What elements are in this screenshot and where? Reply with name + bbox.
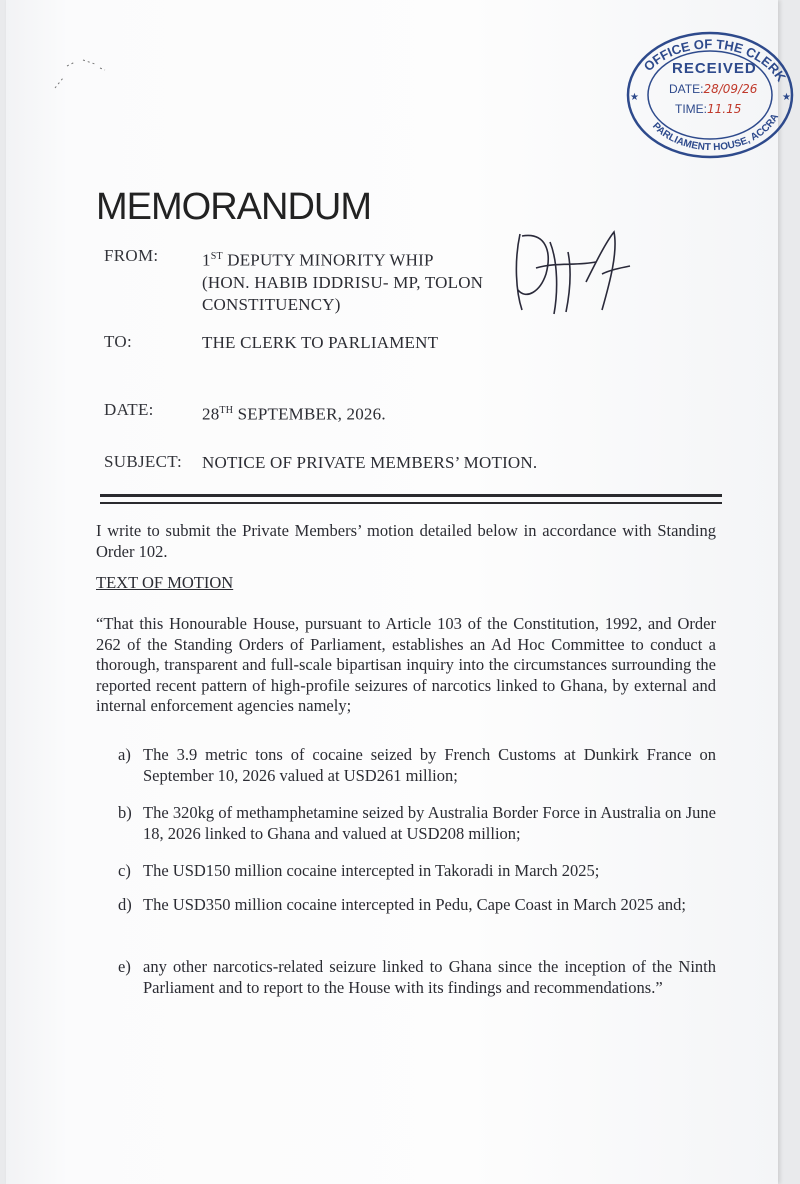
from-line-2: (HON. HABIB IDDRISU- MP, TOLON bbox=[202, 272, 484, 292]
list-item-d bbox=[118, 894, 716, 915]
list-marker: b) bbox=[118, 803, 132, 822]
from-label: FROM: bbox=[104, 246, 159, 265]
date-day: 28 bbox=[202, 404, 220, 424]
stamp-time-label: TIME: bbox=[675, 102, 707, 116]
list-item-text: The USD350 million cocaine intercepted in Pedu, Cape Coast in March 2025 and; bbox=[143, 895, 687, 914]
list-item-text: The USD150 million cocaine intercepted in Takoradi in March 2025; bbox=[143, 861, 600, 880]
motion-text: “That this Honourable House, pursuant to Article 103 of the Constitution, 1992, and Order 262 of the Standing Orders of Parliament, establishes an Ad Hoc Committee to conduct a thorough, transparent and full-scale bipartisan inquiry into the circumstances surrounding the reported recent pattern of high-profile seizures of narcotics linked to Ghana, by external and internal enforcement agencies namely; bbox=[96, 614, 716, 715]
from-ordinal-number: 1 bbox=[202, 250, 211, 270]
stamp-time-value: 11.15 bbox=[707, 102, 742, 116]
svg-text:PARLIAMENT HOUSE, ACCRA: PARLIAMENT HOUSE, ACCRA bbox=[650, 112, 782, 154]
stamp-received-label: RECEIVED bbox=[672, 60, 757, 77]
list-item-b bbox=[118, 802, 716, 844]
list-item-c bbox=[118, 860, 716, 881]
to-label: TO: bbox=[104, 332, 132, 351]
from-ordinal-suffix: ST bbox=[210, 251, 223, 262]
to-value: THE CLERK TO PARLIAMENT bbox=[202, 333, 439, 352]
from-title: DEPUTY MINORITY WHIP bbox=[222, 250, 434, 270]
stamp-date-value: 28/09/26 bbox=[703, 82, 758, 96]
date-month-year: SEPTEMBER, 2026. bbox=[233, 404, 386, 424]
date-day-suffix: TH bbox=[219, 405, 234, 416]
list-marker: c) bbox=[118, 861, 131, 880]
list-item-text: any other narcotics-related seizure linked to Ghana since the inception of the Ninth Parliament and to report to the House with its findings and recommendations.” bbox=[143, 957, 716, 997]
date-value bbox=[202, 400, 386, 426]
stamp-time bbox=[675, 102, 741, 116]
motion-heading: TEXT OF MOTION bbox=[96, 573, 234, 592]
stamp-date bbox=[669, 82, 757, 96]
subject-label: SUBJECT: bbox=[104, 452, 183, 471]
list-item-e bbox=[118, 956, 716, 998]
svg-text:★: ★ bbox=[630, 92, 639, 103]
list-marker: e) bbox=[118, 957, 131, 976]
intro-paragraph: I write to submit the Private Members’ motion detailed below in accordance with Standing Order 102. bbox=[96, 521, 716, 561]
stamp-date-label: DATE: bbox=[669, 82, 704, 96]
subject-value: NOTICE OF PRIVATE MEMBERS’ MOTION. bbox=[202, 453, 538, 472]
paper-scuff-mark bbox=[45, 48, 115, 98]
header-rule-bottom bbox=[100, 502, 722, 504]
svg-text:★: ★ bbox=[782, 92, 791, 103]
list-item-a bbox=[118, 744, 716, 786]
date-label: DATE: bbox=[104, 400, 154, 419]
from-line-1 bbox=[202, 246, 483, 272]
handwritten-signature bbox=[506, 222, 636, 318]
from-line-3: CONSTITUENCY) bbox=[202, 294, 341, 314]
memo-title: MEMORANDUM bbox=[96, 186, 371, 228]
list-marker: d) bbox=[118, 895, 132, 914]
list-item-text: The 3.9 metric tons of cocaine seized by French Customs at Dunkirk France on September 10, 2026 valued at USD261 million; bbox=[143, 745, 716, 785]
list-item-text: The 320kg of methamphetamine seized by Australia Border Force in Australia on June 18, 2026 linked to Ghana and valued at USD208 million; bbox=[143, 803, 716, 843]
from-value bbox=[202, 246, 483, 316]
header-rule-top bbox=[100, 494, 722, 497]
list-marker: a) bbox=[118, 745, 131, 764]
svg-text:OFFICE OF THE CLERK: OFFICE OF THE CLERK bbox=[640, 36, 790, 85]
